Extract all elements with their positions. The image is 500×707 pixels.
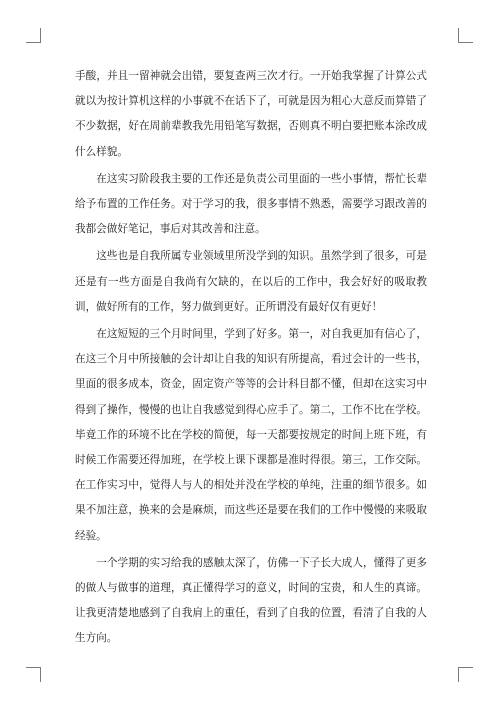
paragraph-continued: 手酸，并且一留神就会出错，要复查两三次才行。一开始我掌握了计算公式就以为按计算机这样的小事就不在话下了，可就是因为粗心大意反而算错了不少数据，好在周前辈教我先用铅笔写数据，否则真不明白要把账本涂改成什么样貌。 xyxy=(75,70,427,158)
crop-mark-top-left xyxy=(26,28,41,43)
paragraph-knowledge: 这些也是自我所属专业领域里所没学到的知识。虽然学到了很多，可是还是有一些方面是自我尚有欠缺的，在以后的工作中，我会好好的吸取教训，做好所有的工作，努力做到更好。正所谓没有最好仅有更好！ xyxy=(75,250,427,313)
paragraph-three-months: 在这短短的三个月时间里，学到了好多。第一，对自我更加有信心了，在这三个月中所接触的会计却让自我的知识有所提高，看过会计的一些书，里面的很多成本，资金，固定资产等等的会计科目都不懂，但却在这实习中得到了操作，慢慢的也让自我感觉到得心应手了。第二，工作不比在学校。毕竟工作的环境不比在学校的简便，每一天都要按规定的时间上班下班，有时候工作需要还得加班，在学校上课下课都是准时得很。第三，工作交际。在工作实习中，觉得人与人的相处并没在学校的单纯，注重的细节很多。如果不加注意，换来的会是麻烦，而这些还是要在我们的工作中慢慢的来吸取经验。 xyxy=(75,328,427,542)
paragraph-conclusion: 一个学期的实习给我的感触太深了，仿佛一下子长大成人，懂得了更多的做人与做事的道理，真正懂得学习的意义，时间的宝贵，和人生的真谛。让我更清楚地感到了自我肩上的重任，看到了自我的位置，看清了自我的人生方向。 xyxy=(75,556,427,645)
crop-mark-bottom-left xyxy=(26,667,41,682)
document-body xyxy=(75,64,427,652)
paragraph-work-tasks: 在这实习阶段我主要的工作还是负责公司里面的一些小事情，帮忙长辈给予布置的工作任务。对于学习的我，很多事情不熟悉，需要学习跟改善的我都会做好笔记，事后对其改善和注意。 xyxy=(75,172,427,236)
crop-mark-top-right xyxy=(458,28,473,43)
crop-mark-bottom-right xyxy=(458,667,473,682)
